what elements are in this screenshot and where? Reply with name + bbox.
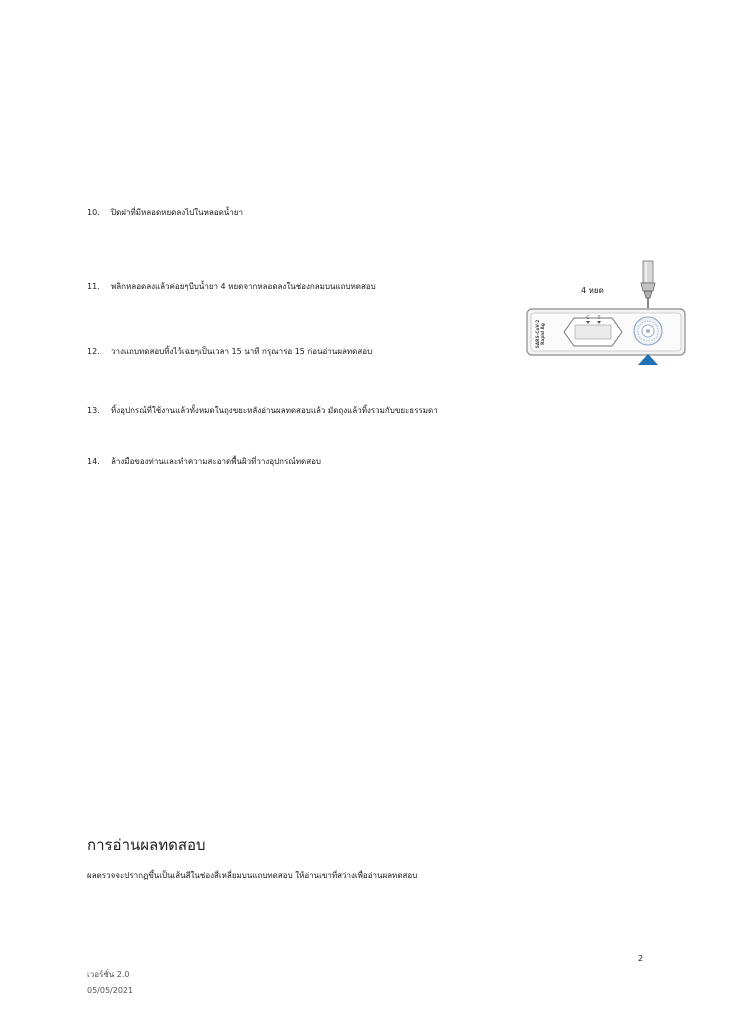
step-text: พลิกหลอดลงแล้วค่อยๆบีบน้ำยา 4 หยดจากหลอดลงในช่องกลมบนแถบทดสอบ	[111, 282, 376, 291]
date-label: 05/05/2021	[87, 986, 134, 995]
test-device-illustration	[524, 258, 689, 370]
dropper-icon	[641, 261, 655, 313]
step-number: 11.	[87, 282, 100, 291]
control-line-marker: C	[586, 316, 590, 321]
test-cassette	[527, 309, 685, 355]
step-number: 12.	[87, 347, 100, 356]
page-number: 2	[638, 954, 644, 963]
step-text: ล้างมือของท่านและทำความสะอาดพื้นผิวที่วางอุปกรณ์ทดสอบ	[111, 457, 321, 466]
instruction-step-11	[87, 282, 376, 292]
version-label: เวอร์ชั่น 2.0	[87, 970, 130, 979]
section-body: ผลตรวจจะปรากฏขึ้นเป็นเส้นสีในช่องสี่เหลี่ยมบนแถบทดสอบ ให้อ่านเขาที่สว่างเพื่ออ่านผลทดสอบ	[87, 871, 418, 880]
device-label-line1: SARS-CoV-2	[536, 319, 541, 349]
instruction-step-12	[87, 347, 372, 357]
step-text: ทิ้งอุปกรณ์ที่ใช้งานแล้วทั้งหมดในถุงขยะหลังอ่านผลทดสอบแล้ว มัดถุงแล้วทิ้งรวมกับขยะธรรมดา	[111, 406, 438, 415]
test-device-drawing	[524, 258, 689, 370]
step-number: 14.	[87, 457, 100, 466]
instruction-step-10	[87, 208, 243, 218]
step-number: 13.	[87, 406, 100, 415]
step-text: ปิดฝาที่มีหลอดหยดลงไปในหลอดน้ำยา	[111, 208, 243, 217]
section-heading: การอ่านผลทดสอบ	[87, 836, 206, 854]
pointer-triangle-icon	[638, 354, 658, 365]
instruction-step-13	[87, 406, 438, 416]
test-line-marker: T	[597, 316, 601, 321]
step-number: 10.	[87, 208, 100, 217]
step-text: วางแถบทดสอบทิ้งไว้เฉยๆเป็นเวลา 15 นาที กรุณารอ 15 ก่อนอ่านผลทดสอบ	[111, 347, 373, 356]
device-label-line2: Rapid Ag	[541, 323, 546, 345]
instruction-step-14	[87, 457, 321, 467]
drops-label: 4 หยด	[581, 286, 604, 295]
